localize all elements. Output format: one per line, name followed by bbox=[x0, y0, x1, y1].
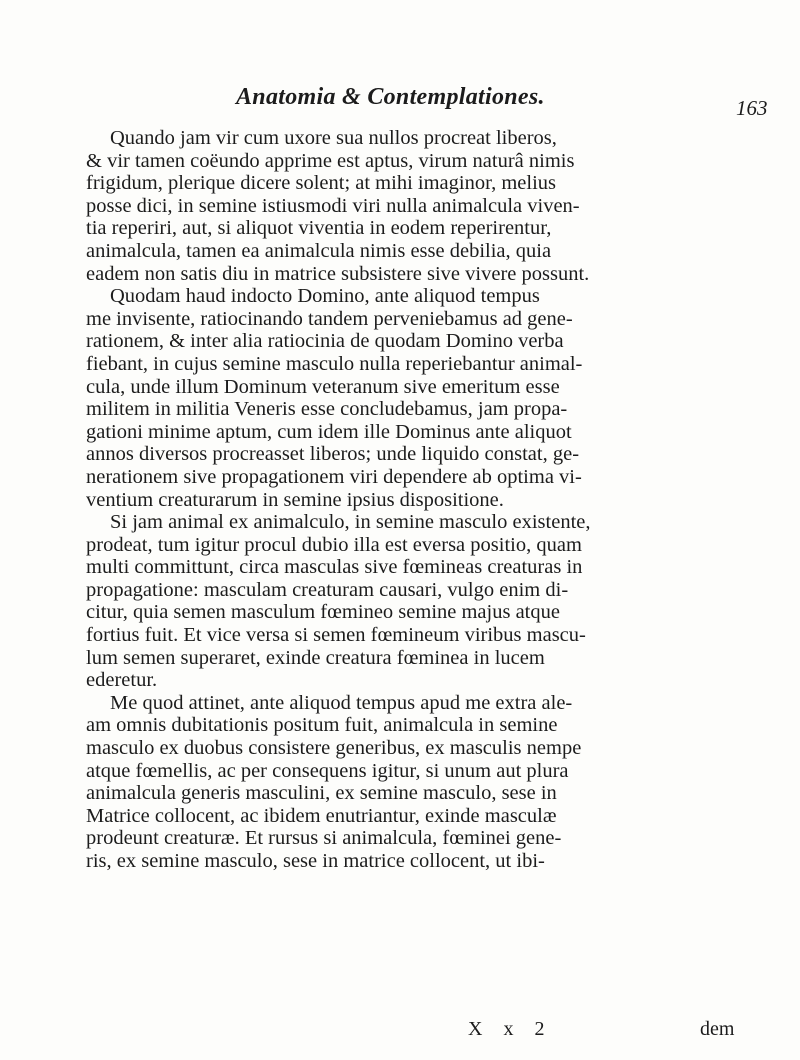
running-title: Anatomia & Contemplationes. bbox=[236, 84, 545, 110]
text-line: Me quod attinet, ante aliquod tempus apud me extra ale- bbox=[110, 691, 573, 714]
text-line: nerationem sive propagationem viri dependere ab optima vi- bbox=[86, 465, 582, 488]
text-line: lum semen superaret, exinde creatura fœminea in lucem bbox=[86, 646, 545, 669]
text-line: masculo ex duobus consistere generibus, ex masculis nempe bbox=[86, 737, 582, 760]
text-line: prodeat, tum igitur procul dubio illa est eversa positio, quam bbox=[86, 533, 582, 556]
text-line: posse dici, in semine istiusmodi viri nulla animalcula viven- bbox=[86, 194, 580, 217]
text-line: multi committunt, circa masculas sive fœmineas creaturas in bbox=[86, 556, 583, 579]
text-line: citur, quia semen masculum fœmineo semine majus atque bbox=[86, 601, 560, 624]
page-number: 163 bbox=[736, 96, 768, 120]
text-line: atque fœmellis, ac per consequens igitur, si unum aut plura bbox=[86, 759, 569, 782]
text-line: Quodam haud indocto Domino, ante aliquod tempus bbox=[110, 285, 540, 308]
text-line: propagatione: masculam creaturam causari, vulgo enim di- bbox=[86, 578, 569, 601]
text-line: animalcula generis masculini, ex semine masculo, sese in bbox=[86, 782, 557, 805]
text-line: Si jam animal ex animalculo, in semine masculo existente, bbox=[110, 511, 591, 534]
text-line: frigidum, plerique dicere solent; at mihi imaginor, melius bbox=[86, 172, 556, 195]
text-line: tia reperiri, aut, si aliquot viventia in eodem reperirentur, bbox=[86, 217, 552, 240]
text-line: gationi minime aptum, cum idem ille Dominus ante aliquot bbox=[86, 420, 572, 443]
text-line: me invisente, ratiocinando tandem perveniebamus ad gene- bbox=[86, 307, 573, 330]
text-line: annos diversos procreasset liberos; unde liquido constat, ge- bbox=[86, 443, 580, 466]
text-line: ederetur. bbox=[86, 669, 158, 692]
text-line: cula, unde illum Dominum veteranum sive emeritum esse bbox=[86, 375, 560, 398]
catchword: dem bbox=[700, 1018, 735, 1040]
text-line: & vir tamen coëundo apprime est aptus, virum naturâ nimis bbox=[86, 149, 575, 172]
text-line: ris, ex semine masculo, sese in matrice collocent, ut ibi- bbox=[86, 850, 545, 872]
text-line: rationem, & inter alia ratiocinia de quodam Domino verba bbox=[86, 330, 564, 353]
text-line: Matrice collocent, ac ibidem enutriantur, exinde masculæ bbox=[86, 804, 557, 827]
text-line: ventium creaturarum in semine ipsius dispositione. bbox=[86, 488, 504, 511]
body-text bbox=[86, 127, 786, 873]
text-line: Quando jam vir cum uxore sua nullos procreat liberos, bbox=[110, 127, 557, 149]
signature-mark: X x 2 bbox=[468, 1018, 553, 1040]
text-line: animalcula, tamen ea animalcula nimis esse debilia, quia bbox=[86, 239, 552, 262]
text-line: militem in militia Veneris esse concludebamus, jam propa- bbox=[86, 398, 568, 421]
text-line: prodeunt creaturæ. Et rursus si animalcula, fœminei gene- bbox=[86, 827, 562, 850]
text-line: fortius fuit. Et vice versa si semen fœmineum viribus mascu- bbox=[86, 624, 586, 647]
text-line: am omnis dubitationis positum fuit, animalcula in semine bbox=[86, 714, 558, 737]
text-line: eadem non satis diu in matrice subsistere sive vivere possunt. bbox=[86, 262, 590, 285]
text-line: fiebant, in cujus semine masculo nulla reperiebantur animal- bbox=[86, 352, 583, 375]
